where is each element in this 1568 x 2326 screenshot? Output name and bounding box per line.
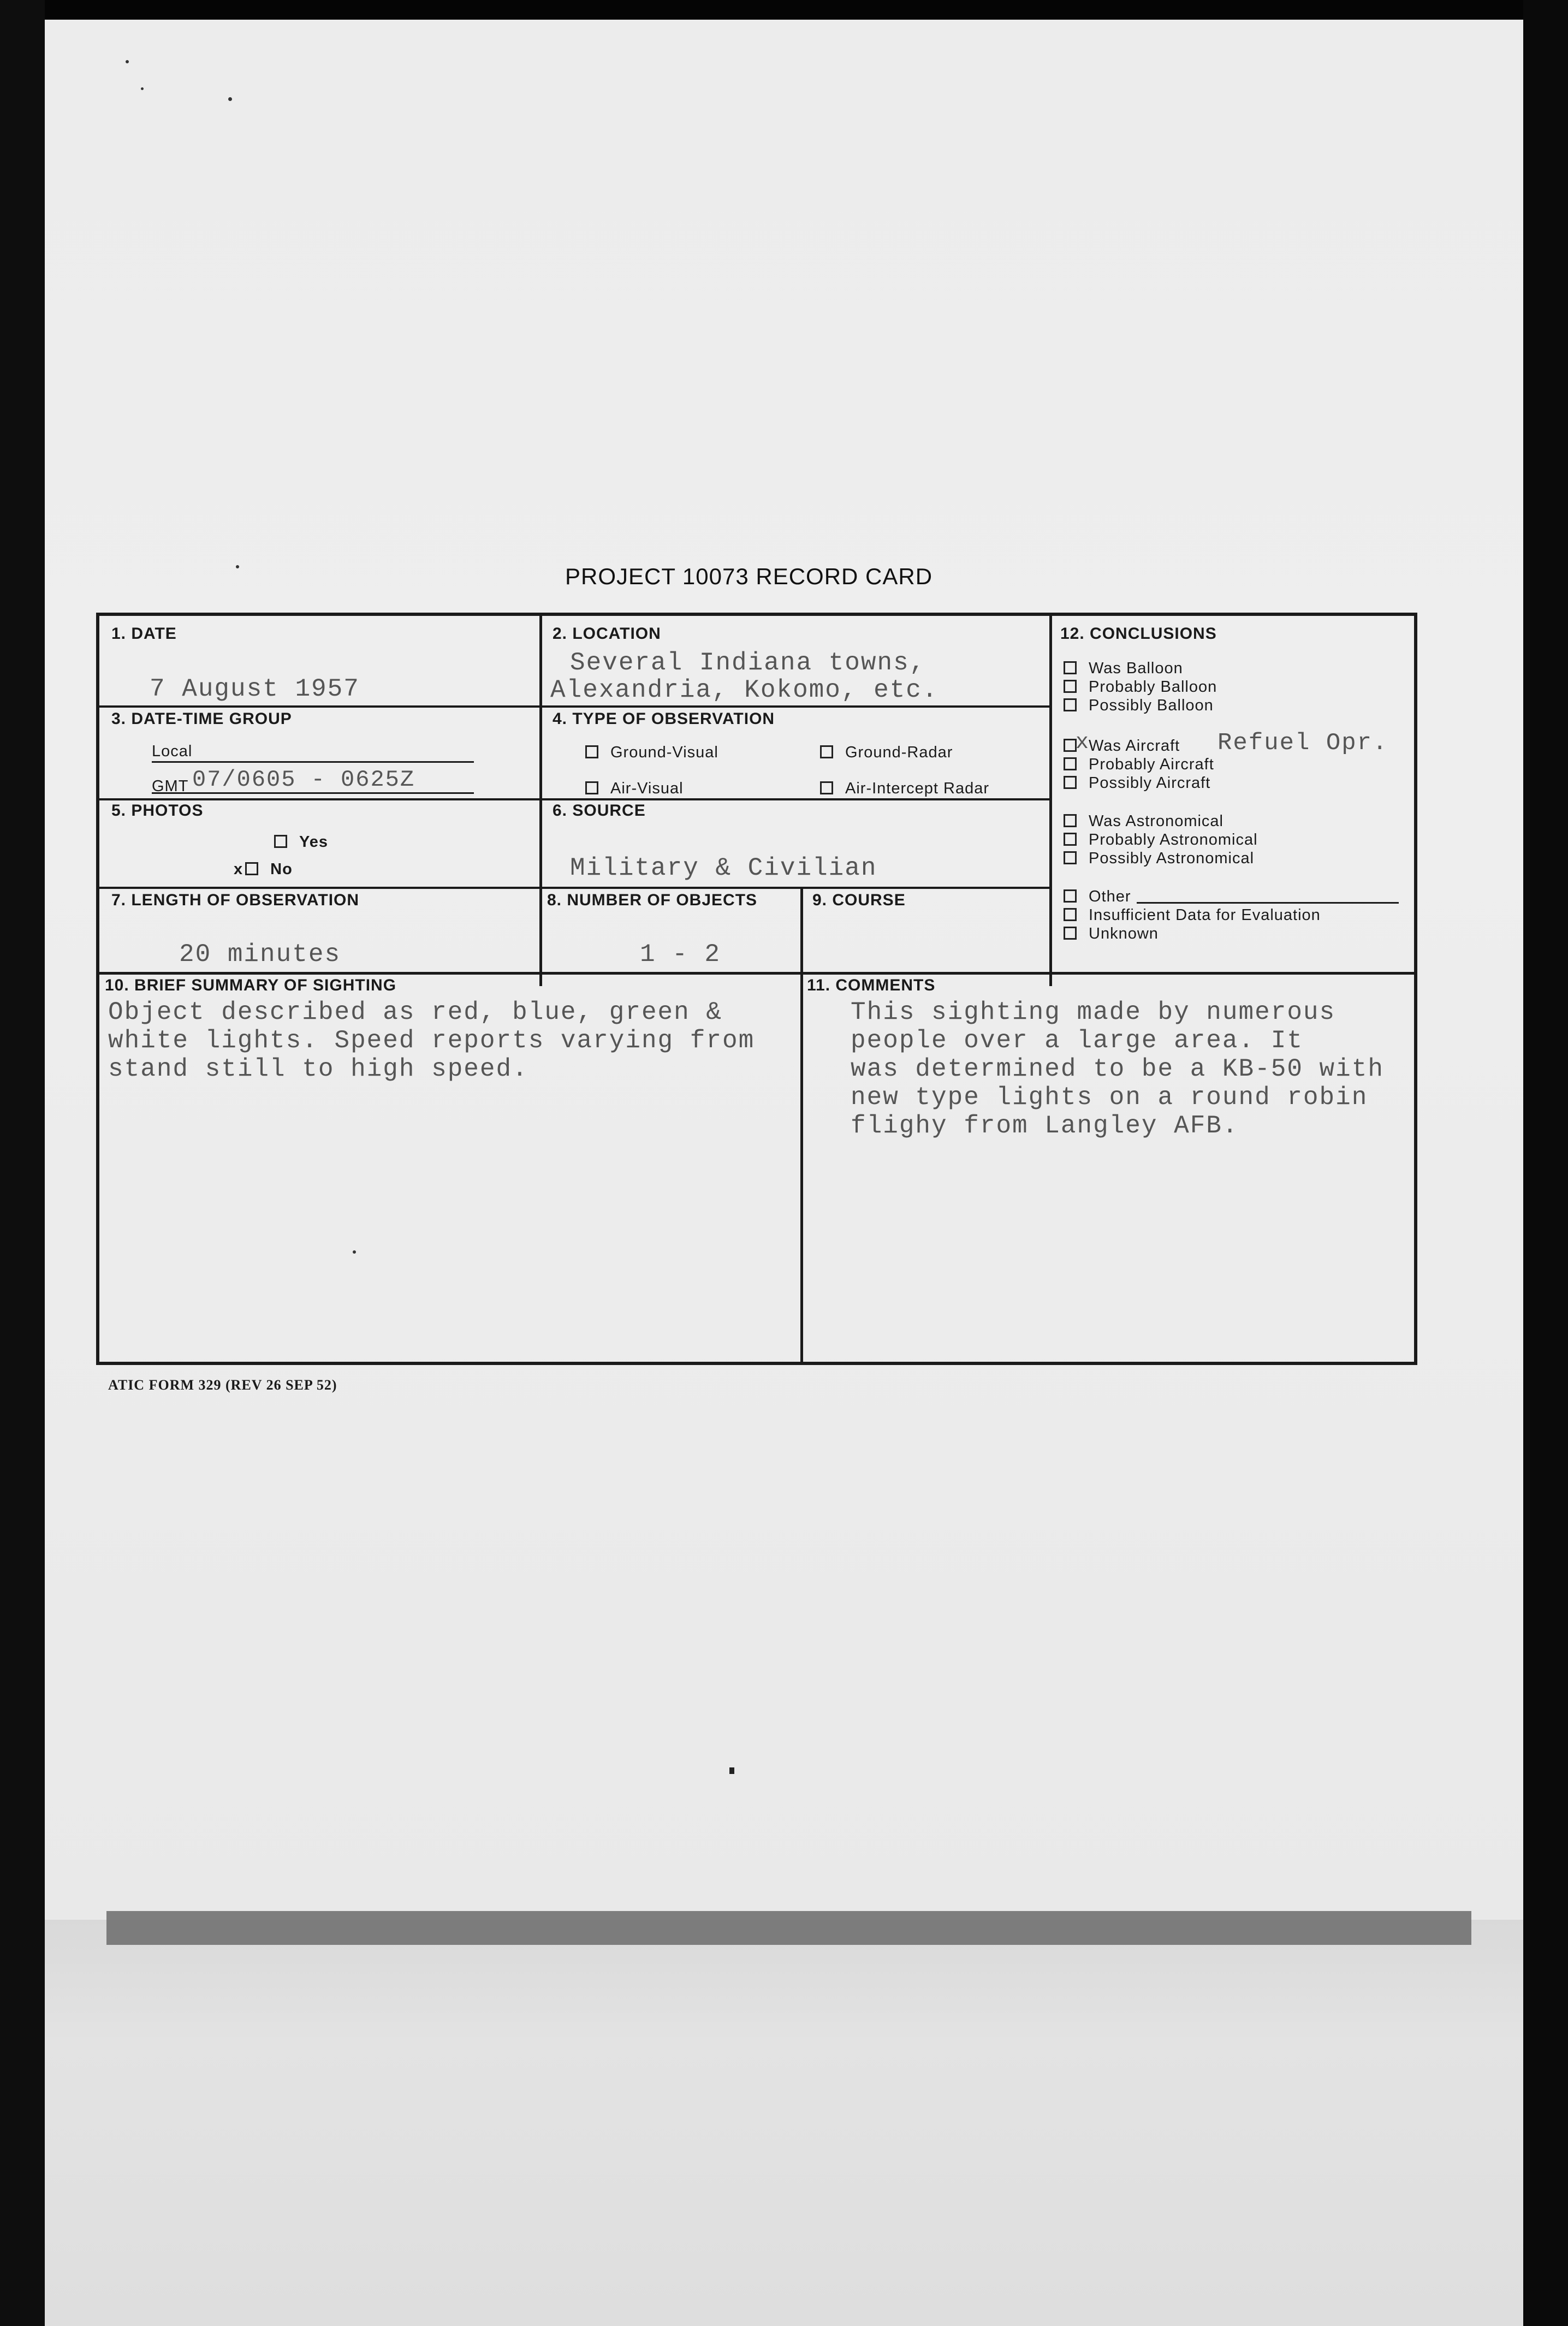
location-line-2: Alexandria, Kokomo, etc.	[550, 676, 939, 704]
observation-type-label: 4. TYPE OF OBSERVATION	[553, 710, 775, 728]
checkbox-icon	[585, 745, 598, 758]
photos-yes: Yes	[274, 833, 328, 851]
photos-no: x No	[234, 861, 293, 878]
dust-speck	[729, 1767, 734, 1774]
conclusion-possibly-aircraft: Possibly Aircraft	[1064, 774, 1210, 792]
checkbox-icon	[1064, 776, 1077, 789]
dust-speck	[126, 60, 129, 63]
conclusion-was-aircraft: Was Aircraft	[1064, 737, 1180, 755]
dust-speck	[141, 87, 144, 90]
length-value: 20 minutes	[179, 940, 341, 969]
form-id: ATIC FORM 329 (REV 26 SEP 52)	[108, 1377, 337, 1393]
card-title: PROJECT 10073 RECORD CARD	[565, 563, 933, 589]
card-shadow-strip	[106, 1911, 1471, 1945]
divider	[800, 887, 803, 1362]
course-label: 9. COURSE	[812, 891, 906, 909]
film-top-edge	[0, 0, 1568, 20]
length-label: 7. LENGTH OF OBSERVATION	[111, 891, 360, 909]
gmt-value: 07/0605 - 0625Z	[192, 767, 415, 793]
check-mark: x	[234, 861, 243, 878]
checkbox-icon	[1064, 757, 1077, 770]
summary-label: 10. BRIEF SUMMARY OF SIGHTING	[105, 976, 397, 994]
divider	[99, 705, 1050, 708]
photos-label: 5. PHOTOS	[111, 802, 204, 820]
other-underline	[1137, 902, 1399, 904]
divider	[99, 887, 1050, 889]
checkbox-icon	[1064, 739, 1077, 752]
comments-line-2: people over a large area. It	[851, 1026, 1303, 1055]
film-lower-area	[45, 1920, 1523, 2326]
summary-line-3: stand still to high speed.	[108, 1055, 528, 1083]
local-underline	[152, 761, 474, 763]
checkbox-icon	[585, 781, 598, 794]
conclusion-probably-balloon: Probably Balloon	[1064, 678, 1217, 696]
divider	[99, 972, 1414, 975]
checkbox-icon	[1064, 814, 1077, 827]
number-of-objects-value: 1 - 2	[640, 940, 721, 969]
conclusion-possibly-astronomical: Possibly Astronomical	[1064, 850, 1254, 868]
checkbox-icon	[820, 745, 833, 758]
aircraft-note: Refuel Opr.	[1217, 729, 1388, 757]
dust-speck	[236, 565, 239, 568]
conclusion-possibly-balloon: Possibly Balloon	[1064, 697, 1214, 715]
option-air-intercept-radar: Air-Intercept Radar	[820, 780, 989, 798]
conclusion-probably-astronomical: Probably Astronomical	[1064, 831, 1258, 849]
option-ground-radar: Ground-Radar	[820, 744, 953, 762]
comments-line-1: This sighting made by numerous	[851, 998, 1336, 1026]
date-label: 1. DATE	[111, 625, 177, 643]
conclusion-other: Other	[1064, 888, 1131, 906]
conclusion-unknown: Unknown	[1064, 925, 1159, 943]
aircraft-check-mark: x	[1076, 731, 1090, 755]
dust-speck	[228, 97, 232, 101]
record-card	[96, 613, 1417, 1365]
checkbox-icon	[1064, 851, 1077, 864]
number-of-objects-label: 8. NUMBER OF OBJECTS	[547, 891, 758, 909]
comments-line-3: was determined to be a KB-50 with	[851, 1055, 1384, 1083]
option-ground-visual: Ground-Visual	[585, 744, 718, 762]
gmt-label: GMT	[152, 778, 189, 795]
conclusion-probably-aircraft: Probably Aircraft	[1064, 756, 1214, 774]
conclusion-was-balloon: Was Balloon	[1064, 660, 1183, 678]
location-line-1: Several Indiana towns,	[570, 649, 926, 677]
checkbox-icon	[1064, 927, 1077, 940]
checkbox-icon	[1064, 889, 1077, 903]
checkbox-icon	[245, 862, 258, 875]
film-right-edge	[1523, 0, 1568, 2326]
checkbox-icon	[820, 781, 833, 794]
checkbox-icon	[1064, 661, 1077, 674]
divider	[99, 798, 1050, 800]
film-left-edge	[0, 0, 45, 2326]
summary-line-1: Object described as red, blue, green &	[108, 998, 722, 1026]
conclusion-insufficient-data: Insufficient Data for Evaluation	[1064, 906, 1321, 924]
summary-line-2: white lights. Speed reports varying from	[108, 1026, 755, 1055]
datetime-group-label: 3. DATE-TIME GROUP	[111, 710, 292, 728]
location-label: 2. LOCATION	[553, 625, 661, 643]
source-value: Military & Civilian	[570, 854, 877, 882]
checkbox-icon	[1064, 908, 1077, 921]
local-label: Local	[152, 743, 193, 760]
comments-line-4: new type lights on a round robin	[851, 1083, 1368, 1112]
source-label: 6. SOURCE	[553, 802, 646, 820]
comments-line-5: flighy from Langley AFB.	[851, 1112, 1239, 1140]
comments-label: 11. COMMENTS	[807, 976, 936, 994]
divider	[539, 616, 542, 986]
conclusions-label: 12. CONCLUSIONS	[1060, 625, 1217, 643]
checkbox-icon	[1064, 833, 1077, 846]
checkbox-icon	[1064, 680, 1077, 693]
conclusion-was-astronomical: Was Astronomical	[1064, 812, 1223, 830]
divider	[1049, 616, 1052, 986]
date-value: 7 August 1957	[150, 675, 360, 703]
checkbox-icon	[274, 835, 287, 848]
option-air-visual: Air-Visual	[585, 780, 684, 798]
checkbox-icon	[1064, 698, 1077, 711]
